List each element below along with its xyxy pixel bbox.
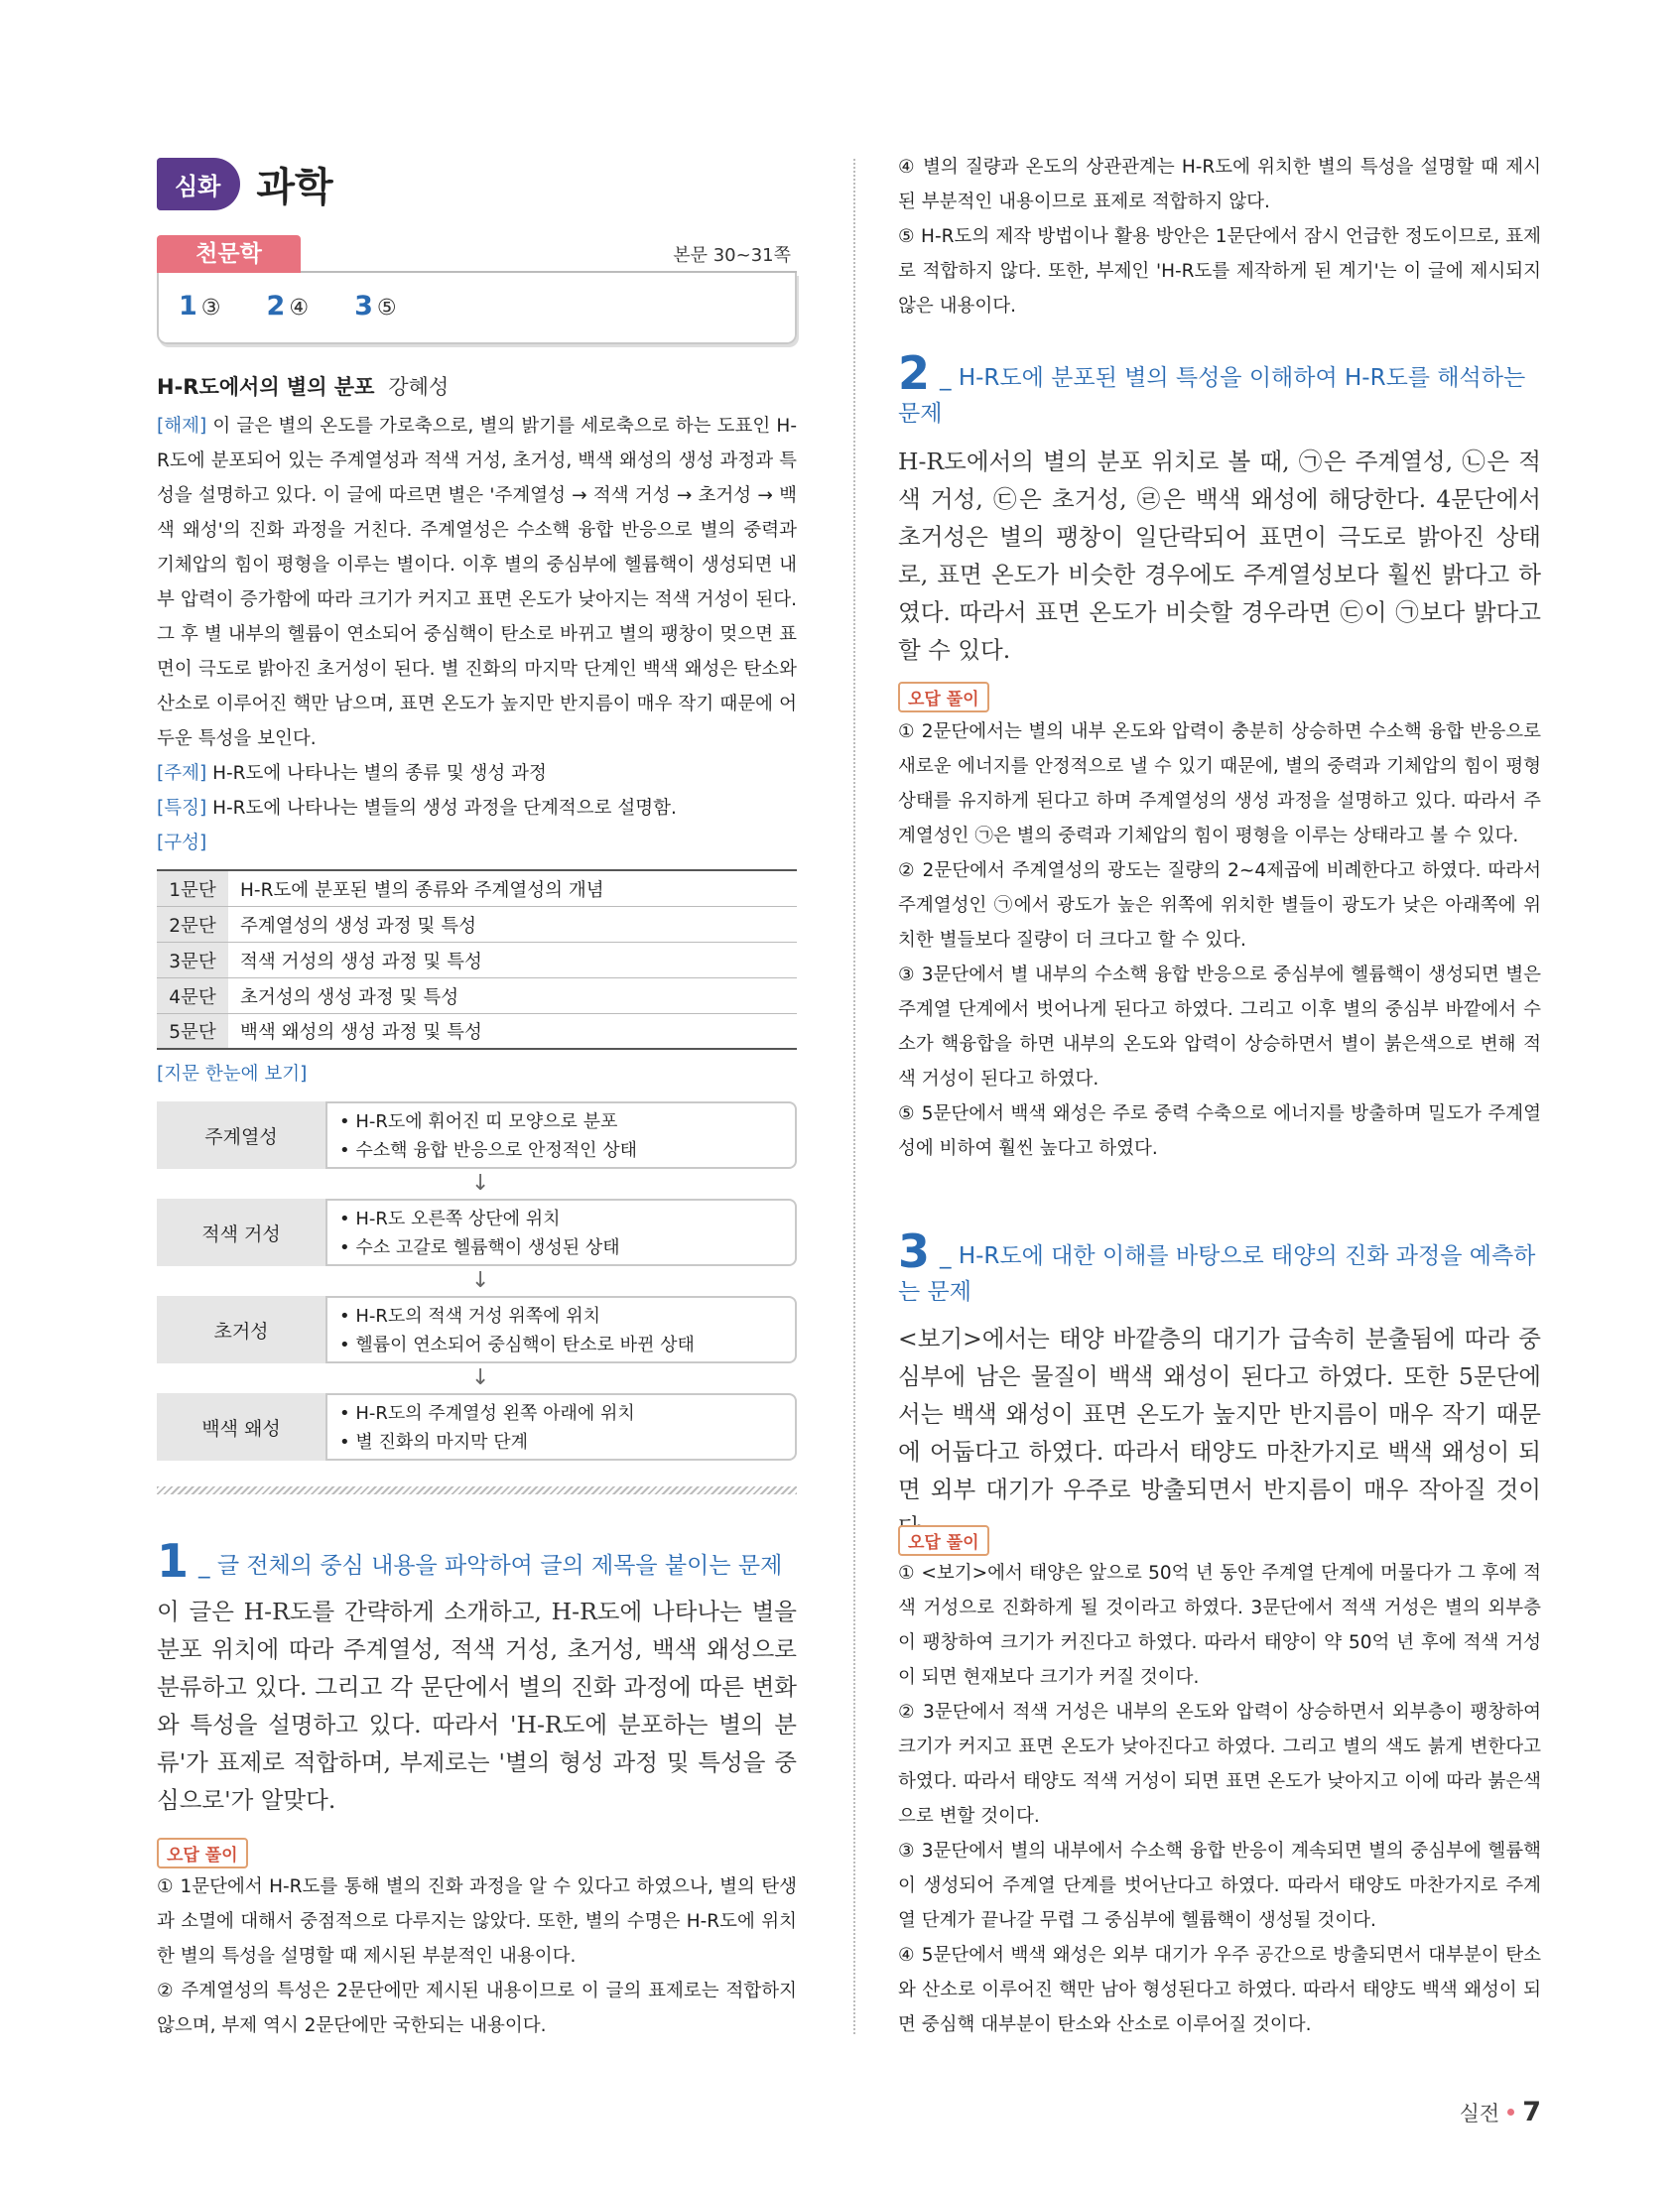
- column-divider: [853, 159, 855, 2034]
- glance-label: [지문 한눈에 보기]: [157, 1064, 308, 1085]
- table-row: 1문단 H-R도에 분포된 별의 종류와 주계열성의 개념: [157, 871, 797, 907]
- wave-divider: [157, 1486, 797, 1494]
- analysis-topic: [주제] H-R도에 나타나는 별의 종류 및 생성 과정: [157, 763, 547, 784]
- structure-table: [157, 869, 797, 1050]
- page-number: 7: [1522, 2097, 1541, 2127]
- answer-list: [179, 291, 397, 322]
- flow-box-red-giant: 적색 거성 • H-R도 오른쪽 상단에 위치 • 수소 고갈로 헬륨핵이 생성된 상태: [157, 1199, 797, 1266]
- table-row: 5문단 백색 왜성의 생성 과정 및 특성: [157, 1014, 797, 1050]
- passage-analysis: [157, 409, 797, 860]
- analysis-structure-label: [구성]: [157, 833, 207, 853]
- question-3-body: <보기>에서는 태양 바깥층의 대기가 급속히 분출됨에 따라 중심부에 남은 물질이 백색 왜성이 된다고 하였다. 또한 5문단에서는 백색 왜성이 표면 온도가 높지만 반지름이 매우 작기 때문에 어둡다고 하였다. 따라서 태양도 마찬가지로 백색 왜성이 되면 외부 대기가 우주로 방출되면서 반지름이 매우 작아질 것이: [898, 1325, 1541, 1503]
- question-2-heading: 2 _ H-R도에 분포된 별의 특성을 이해하여 H-R도를 해석하는 문제: [898, 346, 1526, 427]
- question-2-explanations: ① 2문단에서는 별의 내부 온도와 압력이 충분히 상승하면 수소핵 융합 반응으로 새로운 에너지를 안정적으로 낼 수 있기 때문에, 별의 중력과 기체압의 힘이 평형 상태를 유지하게 된다고 하며 주계열성의 생성 과정을 설명하고 있다. 따라서 주계열성인 ㉠은 별의 중력과 기체압의 힘이 평형을 이루는 상태라고 볼 수 있다. ② 2문단에서 주계열성의 광도는 질량의 2~4제곱에 비례한다고 하였다. 따라서 주계열성인 ㉠에서 광도가 높은 위쪽에 위치한 별들이 광도가 낮은 아래쪽에 위치한 별들보다 질량이 더 크다고 할 수 있다. ③ 3문단에서 별 내부의 수소핵 융합 반응으로 중심부에 헬륨핵이 생성되면 별은 주계열 단계에서 벗어나게 된다고 하였다. 그리고 이후 별의 중심부 바깥에서 수소가 핵융합을 하면 내부의 온도와 압력이 상승하면서 별이 붉은색으로 변해 적색 거성이 된다고 하였다. ⑤ 5문단에서 백색 왜성은 주로 중력 수축으로 에너지를 방출하며 밀도가 주계열성에 비하여 훨씬 높다고 하였다.: [898, 721, 1541, 1159]
- passage-author: 강혜성: [388, 375, 450, 399]
- answer-item: 3 ⑤: [354, 291, 397, 322]
- table-row: 3문단 적색 거성의 생성 과정 및 특성: [157, 943, 797, 978]
- analysis-feature: [특징] H-R도에 나타나는 별들의 생성 과정을 단계적으로 설명함.: [157, 798, 677, 819]
- arrow-down-icon: ↓: [471, 1365, 490, 1390]
- section-badge: 심화: [157, 158, 240, 210]
- question-3-heading: 3 _ H-R도에 대한 이해를 바탕으로 태양의 진화 과정을 예측하는 문제: [898, 1224, 1536, 1305]
- question-2-body: H-R도에서의 별의 분포 위치로 볼 때, ㉠은 주계열성, ㉡은 적색 거성, ㉢은 초거성, ㉣은 백색 왜성에 해당한다. 4문단에서 초거성은 별의 팽창이 일단락되어 표면이 극도로 밝아진 상태로, 표면 온도가 비슷한 경우에도 주계열성보다 훨씬 밝다고 하였다. 따라서 표면 온도가 비슷할 경우라면 ㉢이 ㉠보다 밝다고 할 수 있다.: [898, 448, 1541, 664]
- wrong-answer-label: 오답 풀이: [898, 1525, 989, 1556]
- wrong-answer-label: 오답 풀이: [157, 1838, 248, 1868]
- section-title: 과학: [256, 165, 333, 210]
- footer-label: 실전: [1459, 2101, 1500, 2125]
- answer-box-tab: 천문학: [157, 235, 301, 273]
- bullet-dot-icon: [1507, 2109, 1514, 2116]
- section-header: [157, 156, 333, 212]
- flow-box-white-dwarf: 백색 왜성 • H-R도의 주계열성 왼쪽 아래에 위치 • 별 진화의 마지막 단계: [157, 1393, 797, 1461]
- answer-box: [157, 235, 797, 344]
- answer-box-body: [157, 273, 797, 344]
- answer-item: 1 ③: [179, 291, 221, 322]
- flow-box-main-sequence: 주계열성 • H-R도에 휘어진 띠 모양으로 분포 • 수소핵 융합 반응으로 안정적인 상태: [157, 1101, 797, 1169]
- page-footer: [1460, 2097, 1541, 2127]
- table-row: 2문단 주계열성의 생성 과정 및 특성: [157, 907, 797, 943]
- wrong-answer-label: 오답 풀이: [898, 682, 989, 712]
- answer-box-ref: 본문 30~31쪽: [673, 245, 791, 266]
- question-1-explanations: ① 1문단에서 H-R도를 통해 별의 진화 과정을 알 수 있다고 하였으나, 별의 탄생과 소멸에 대해서 중점적으로 다루지는 않았다. 또한, 별의 수명은 H-R도에 위치한 별의 특성을 설명할 때 제시된 부분적인 내용이다. ② 주계열성의 특성은 2문단에만 제시된 내용이므로 이 글의 표제로는 적합하지 않으며, 부제 역시 2문단에만 국한되는 내용이다.: [157, 1876, 797, 2036]
- question-1-heading: 1 _ 글 전체의 중심 내용을 파악하여 글의 제목을 붙이는 문제: [157, 1534, 783, 1588]
- question-1-explanations-cont: ④ 별의 질량과 온도의 상관관계는 H-R도에 위치한 별의 특성을 설명할 때 제시된 부분적인 내용이므로 표제로 적합하지 않다. ⑤ H-R도의 제작 방법이나 활용 방안은 1문단에서 잠시 언급한 정도이므로, 표제로 적합하지 않다. 또한, 부제인 'H-R도를 제작하게 된 계기'는 이 글에 제시되지 않은 내용이다.: [898, 157, 1541, 317]
- question-1-body: 이 글은 H-R도를 간략하게 소개하고, H-R도에 나타나는 별을 분포 위치에 따라 주계열성, 적색 거성, 초거성, 백색 왜성으로 분류하고 있다. 그리고 각 문단에서 별의 진화 과정에 따른 변화와 특성을 설명하고 있다. 따라서 'H-R도에 분포하는 별의 분류'가 표제로 적합하며, 부제로는 '별의 형성 과정 및 특성을 중심으로'가 알맞다.: [157, 1598, 797, 1814]
- arrow-down-icon: ↓: [471, 1268, 490, 1293]
- question-3-explanations: ① <보기>에서 태양은 앞으로 50억 년 동안 주계열 단계에 머물다가 그 후에 적색 거성으로 진화하게 될 것이라고 하였다. 3문단에서 적색 거성은 별의 외부층이 팽창하여 크기가 커진다고 하였다. 따라서 태양이 약 50억 년 후에 적색 거성이 되면 현재보다 크기가 커질 것이다. ② 3문단에서 적색 거성은 내부의 온도와 압력이 상승하면서 외부층이 팽창하여 크기가 커지고 표면 온도가 낮아진다고 하였다. 그리고 별의 색도 붉게 변한다고 하였다. 따라서 태양도 적색 거성이 되면 표면 온도가 낮아지고 이에 따라 붉은색으로 변할 것이다. ③ 3문단에서 별의 내부에서 수소핵 융합 반응이 계속되면 별의 중심부에 헬륨핵이 생성되어 주계열 단계를 벗어난다고 하였다. 따라서 태양도 마찬가지로 주계열 단계가 끝나갈 무렵 그 중심부에 헬륨핵이 생성될 것이다. ④ 5문단에서 백색 왜성은 외부 대기가 우주 공간으로 방출되면서 대부분이 탄소와 산소로 이루어진 핵만 남아 형성된다고 하였다. 따라서 태양도 백색 왜성이 되면 중심핵 대부분이 탄소와 산소로 이루어질 것이다.: [898, 1563, 1541, 2035]
- analysis-summary: [해제] 이 글은 별의 온도를 가로축으로, 별의 밝기를 세로축으로 하는 도표인 H-R도에 분포되어 있는 주계열성과 적색 거성, 초거성, 백색 왜성의 생성 과정과 특성을 설명하고 있다. 이 글에 따르면 별은 '주계열성 → 적색 거성 → 초거성 → 백색 왜성'의 진화 과정을 거친다. 주계열성은 수소핵 융합 반응으로 별의 중력과 기체압의 힘이 평형을 이루는 별이다. 이후 별의 중심부에 헬륨핵이 생성되면 내부 압력이 증가함에 따라 크기가 커지고 표면 온도가 낮아지는 적색 거성이 된다. 그 후 별 내부의 헬륨이 연소되어 중심핵이 탄소로 바뀌고 별의 팽창이 멎으면 표면이 극도로 밝아진 초거성이 된다. 별 진화의 마지막 단계인 백색 왜성은 탄소와 산소로 이루어진 핵만 남으며, 표면 온도가 높지만 반지름이 매우 작기 때문에 어두운 특성을 보인다.: [157, 416, 797, 749]
- arrow-down-icon: ↓: [471, 1171, 490, 1196]
- passage-title: H-R도에서의 별의 분포 강혜성: [157, 375, 450, 399]
- table-row: 4문단 초거성의 생성 과정 및 특성: [157, 978, 797, 1014]
- answer-item: 2 ④: [266, 291, 310, 322]
- flow-box-supergiant: 초거성 • H-R도의 적색 거성 위쪽에 위치 • 헬륨이 연소되어 중심핵이 탄소로 바뀐 상태: [157, 1296, 797, 1363]
